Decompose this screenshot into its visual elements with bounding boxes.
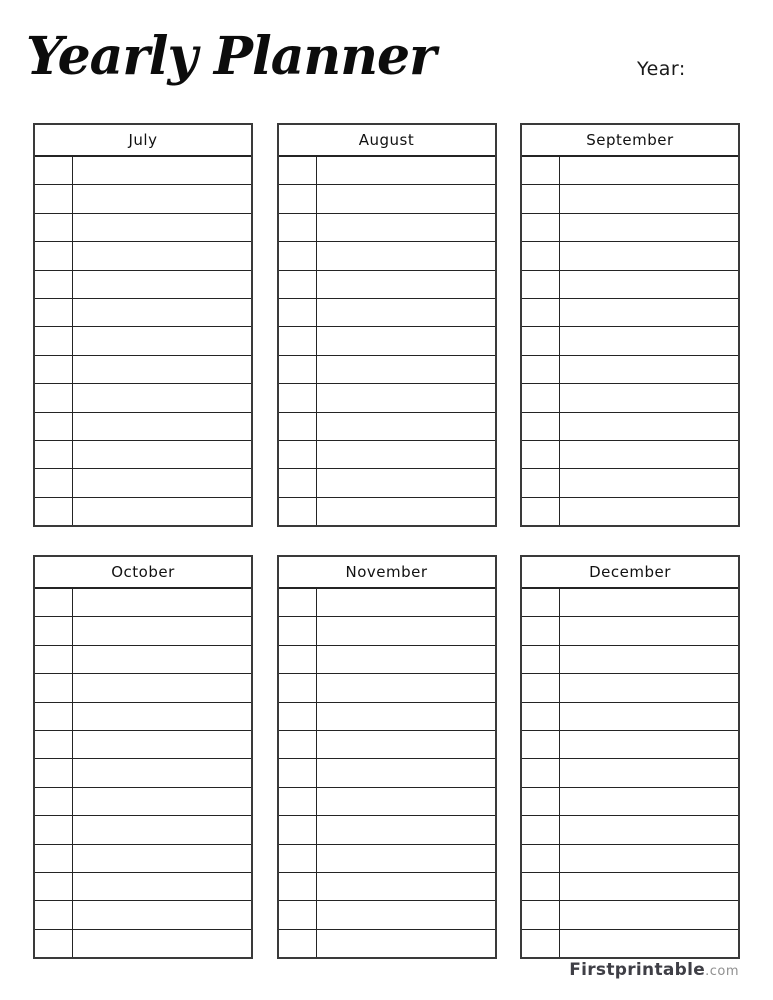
month-rows-december — [522, 589, 738, 957]
day-cell — [35, 384, 73, 411]
planner-row — [522, 157, 738, 184]
note-cell — [560, 845, 738, 872]
planner-row — [522, 872, 738, 900]
month-table-december — [520, 555, 740, 959]
day-cell — [522, 901, 560, 928]
planner-row — [279, 383, 495, 411]
note-cell — [560, 214, 738, 241]
note-cell — [317, 617, 495, 644]
planner-row — [522, 213, 738, 241]
note-cell — [560, 413, 738, 440]
note-cell — [560, 299, 738, 326]
planner-row — [522, 730, 738, 758]
year-label: Year: — [637, 58, 686, 80]
day-cell — [522, 214, 560, 241]
planner-row — [279, 815, 495, 843]
month-grid — [33, 123, 740, 959]
day-cell — [522, 930, 560, 957]
day-cell — [279, 617, 317, 644]
note-cell — [560, 157, 738, 184]
day-cell — [35, 299, 73, 326]
note-cell — [317, 242, 495, 269]
day-cell — [279, 646, 317, 673]
month-rows-july — [35, 157, 251, 525]
note-cell — [73, 185, 251, 212]
day-cell — [522, 469, 560, 496]
day-cell — [35, 930, 73, 957]
planner-row — [522, 497, 738, 525]
planner-row — [522, 440, 738, 468]
month-header-september: September — [522, 125, 738, 157]
planner-row — [522, 355, 738, 383]
note-cell — [560, 703, 738, 730]
day-cell — [522, 356, 560, 383]
planner-row — [522, 326, 738, 354]
day-cell — [522, 185, 560, 212]
day-cell — [279, 845, 317, 872]
day-cell — [279, 271, 317, 298]
month-table-october — [33, 555, 253, 959]
day-cell — [279, 242, 317, 269]
day-cell — [279, 703, 317, 730]
note-cell — [73, 356, 251, 383]
planner-row — [279, 900, 495, 928]
planner-row — [35, 497, 251, 525]
note-cell — [317, 703, 495, 730]
note-cell — [317, 384, 495, 411]
note-cell — [73, 498, 251, 525]
planner-row — [522, 900, 738, 928]
month-header-october: October — [35, 557, 251, 589]
note-cell — [317, 589, 495, 616]
planner-row — [279, 844, 495, 872]
note-cell — [73, 384, 251, 411]
planner-row — [35, 241, 251, 269]
note-cell — [73, 214, 251, 241]
note-cell — [317, 413, 495, 440]
planner-row — [35, 298, 251, 326]
planner-row — [279, 355, 495, 383]
note-cell — [73, 242, 251, 269]
month-table-november — [277, 555, 497, 959]
planner-row — [279, 270, 495, 298]
day-cell — [35, 816, 73, 843]
day-cell — [279, 327, 317, 354]
day-cell — [522, 384, 560, 411]
note-cell — [317, 759, 495, 786]
planner-row — [279, 184, 495, 212]
planner-row — [522, 184, 738, 212]
note-cell — [73, 413, 251, 440]
planner-row — [279, 702, 495, 730]
planner-row — [279, 730, 495, 758]
day-cell — [279, 356, 317, 383]
planner-row — [279, 213, 495, 241]
month-rows-november — [279, 589, 495, 957]
planner-row — [279, 497, 495, 525]
day-cell — [522, 441, 560, 468]
day-cell — [279, 816, 317, 843]
note-cell — [317, 674, 495, 701]
note-cell — [317, 873, 495, 900]
note-cell — [560, 930, 738, 957]
day-cell — [35, 845, 73, 872]
note-cell — [317, 185, 495, 212]
day-cell — [522, 498, 560, 525]
day-cell — [279, 384, 317, 411]
day-cell — [35, 157, 73, 184]
note-cell — [73, 674, 251, 701]
note-cell — [560, 242, 738, 269]
note-cell — [317, 646, 495, 673]
note-cell — [73, 646, 251, 673]
note-cell — [560, 873, 738, 900]
planner-row — [279, 929, 495, 957]
day-cell — [35, 901, 73, 928]
note-cell — [560, 901, 738, 928]
note-cell — [73, 271, 251, 298]
planner-row — [279, 412, 495, 440]
planner-row — [35, 815, 251, 843]
day-cell — [522, 299, 560, 326]
note-cell — [73, 788, 251, 815]
month-table-august — [277, 123, 497, 527]
planner-row — [279, 468, 495, 496]
planner-row — [35, 383, 251, 411]
planner-row — [279, 673, 495, 701]
note-cell — [560, 589, 738, 616]
planner-row — [279, 616, 495, 644]
day-cell — [522, 816, 560, 843]
planner-row — [35, 157, 251, 184]
day-cell — [35, 469, 73, 496]
note-cell — [317, 930, 495, 957]
planner-row — [522, 616, 738, 644]
month-rows-september — [522, 157, 738, 525]
note-cell — [317, 731, 495, 758]
day-cell — [522, 589, 560, 616]
note-cell — [73, 441, 251, 468]
day-cell — [35, 759, 73, 786]
day-cell — [279, 759, 317, 786]
day-cell — [279, 589, 317, 616]
planner-row — [35, 468, 251, 496]
day-cell — [522, 413, 560, 440]
day-cell — [35, 214, 73, 241]
note-cell — [317, 327, 495, 354]
planner-row — [279, 440, 495, 468]
day-cell — [35, 327, 73, 354]
planner-row — [279, 326, 495, 354]
planner-row — [35, 758, 251, 786]
planner-row — [522, 645, 738, 673]
planner-row — [279, 872, 495, 900]
planner-row — [35, 900, 251, 928]
planner-row — [35, 645, 251, 673]
day-cell — [522, 731, 560, 758]
day-cell — [522, 242, 560, 269]
month-header-december: December — [522, 557, 738, 589]
note-cell — [560, 327, 738, 354]
note-cell — [73, 816, 251, 843]
note-cell — [560, 788, 738, 815]
day-cell — [35, 441, 73, 468]
day-cell — [522, 703, 560, 730]
day-cell — [279, 157, 317, 184]
day-cell — [522, 759, 560, 786]
day-cell — [279, 469, 317, 496]
note-cell — [317, 788, 495, 815]
note-cell — [317, 469, 495, 496]
planner-row — [522, 702, 738, 730]
note-cell — [560, 441, 738, 468]
planner-row — [522, 270, 738, 298]
day-cell — [35, 873, 73, 900]
day-cell — [279, 413, 317, 440]
footer-brand — [569, 960, 739, 980]
planner-row — [35, 844, 251, 872]
note-cell — [317, 214, 495, 241]
planner-row — [279, 758, 495, 786]
planner-row — [522, 787, 738, 815]
note-cell — [560, 469, 738, 496]
note-cell — [73, 845, 251, 872]
planner-row — [35, 730, 251, 758]
note-cell — [560, 384, 738, 411]
day-cell — [279, 185, 317, 212]
day-cell — [35, 703, 73, 730]
day-cell — [35, 646, 73, 673]
day-cell — [522, 157, 560, 184]
planner-row — [35, 929, 251, 957]
day-cell — [35, 617, 73, 644]
planner-row — [522, 241, 738, 269]
note-cell — [73, 759, 251, 786]
note-cell — [560, 617, 738, 644]
note-cell — [317, 299, 495, 326]
day-cell — [522, 327, 560, 354]
note-cell — [560, 356, 738, 383]
day-cell — [279, 930, 317, 957]
month-header-august: August — [279, 125, 495, 157]
note-cell — [317, 271, 495, 298]
planner-row — [522, 758, 738, 786]
planner-row — [522, 589, 738, 616]
note-cell — [560, 731, 738, 758]
planner-row — [522, 468, 738, 496]
note-cell — [560, 498, 738, 525]
planner-row — [35, 184, 251, 212]
month-header-july: July — [35, 125, 251, 157]
planner-row — [35, 412, 251, 440]
day-cell — [279, 498, 317, 525]
day-cell — [35, 589, 73, 616]
planner-row — [35, 702, 251, 730]
planner-row — [35, 616, 251, 644]
note-cell — [73, 617, 251, 644]
month-table-september — [520, 123, 740, 527]
planner-row — [522, 298, 738, 326]
footer-brand-name: Firstprintable — [569, 960, 706, 980]
note-cell — [317, 356, 495, 383]
day-cell — [279, 731, 317, 758]
day-cell — [35, 271, 73, 298]
day-cell — [522, 873, 560, 900]
footer-brand-suffix: .com — [705, 964, 739, 979]
planner-row — [522, 383, 738, 411]
month-rows-october — [35, 589, 251, 957]
planner-row — [522, 844, 738, 872]
planner-row — [35, 589, 251, 616]
day-cell — [35, 356, 73, 383]
note-cell — [73, 901, 251, 928]
note-cell — [73, 299, 251, 326]
note-cell — [73, 731, 251, 758]
planner-row — [35, 355, 251, 383]
month-table-july — [33, 123, 253, 527]
note-cell — [73, 873, 251, 900]
note-cell — [73, 930, 251, 957]
note-cell — [73, 703, 251, 730]
planner-row — [35, 872, 251, 900]
planner-row — [35, 787, 251, 815]
day-cell — [35, 498, 73, 525]
planner-row — [35, 213, 251, 241]
note-cell — [560, 185, 738, 212]
day-cell — [522, 646, 560, 673]
note-cell — [317, 816, 495, 843]
planner-row — [279, 589, 495, 616]
day-cell — [35, 413, 73, 440]
planner-row — [522, 929, 738, 957]
day-cell — [522, 674, 560, 701]
planner-row — [522, 673, 738, 701]
planner-row — [522, 412, 738, 440]
note-cell — [560, 674, 738, 701]
note-cell — [73, 589, 251, 616]
day-cell — [522, 788, 560, 815]
planner-row — [279, 241, 495, 269]
note-cell — [560, 646, 738, 673]
day-cell — [35, 731, 73, 758]
note-cell — [317, 157, 495, 184]
planner-row — [279, 157, 495, 184]
day-cell — [522, 617, 560, 644]
day-cell — [522, 271, 560, 298]
note-cell — [560, 271, 738, 298]
note-cell — [73, 157, 251, 184]
note-cell — [317, 498, 495, 525]
day-cell — [279, 299, 317, 326]
note-cell — [317, 441, 495, 468]
page-title: Yearly Planner — [26, 26, 436, 87]
planner-row — [35, 270, 251, 298]
note-cell — [317, 845, 495, 872]
note-cell — [560, 816, 738, 843]
planner-row — [279, 298, 495, 326]
planner-row — [279, 645, 495, 673]
planner-row — [35, 326, 251, 354]
planner-row — [279, 787, 495, 815]
day-cell — [35, 674, 73, 701]
month-rows-august — [279, 157, 495, 525]
day-cell — [279, 674, 317, 701]
day-cell — [279, 441, 317, 468]
planner-row — [35, 440, 251, 468]
day-cell — [279, 788, 317, 815]
day-cell — [279, 901, 317, 928]
day-cell — [279, 873, 317, 900]
planner-row — [522, 815, 738, 843]
day-cell — [279, 214, 317, 241]
note-cell — [560, 759, 738, 786]
note-cell — [317, 901, 495, 928]
day-cell — [35, 185, 73, 212]
note-cell — [73, 327, 251, 354]
note-cell — [73, 469, 251, 496]
planner-row — [35, 673, 251, 701]
month-header-november: November — [279, 557, 495, 589]
day-cell — [522, 845, 560, 872]
day-cell — [35, 788, 73, 815]
day-cell — [35, 242, 73, 269]
